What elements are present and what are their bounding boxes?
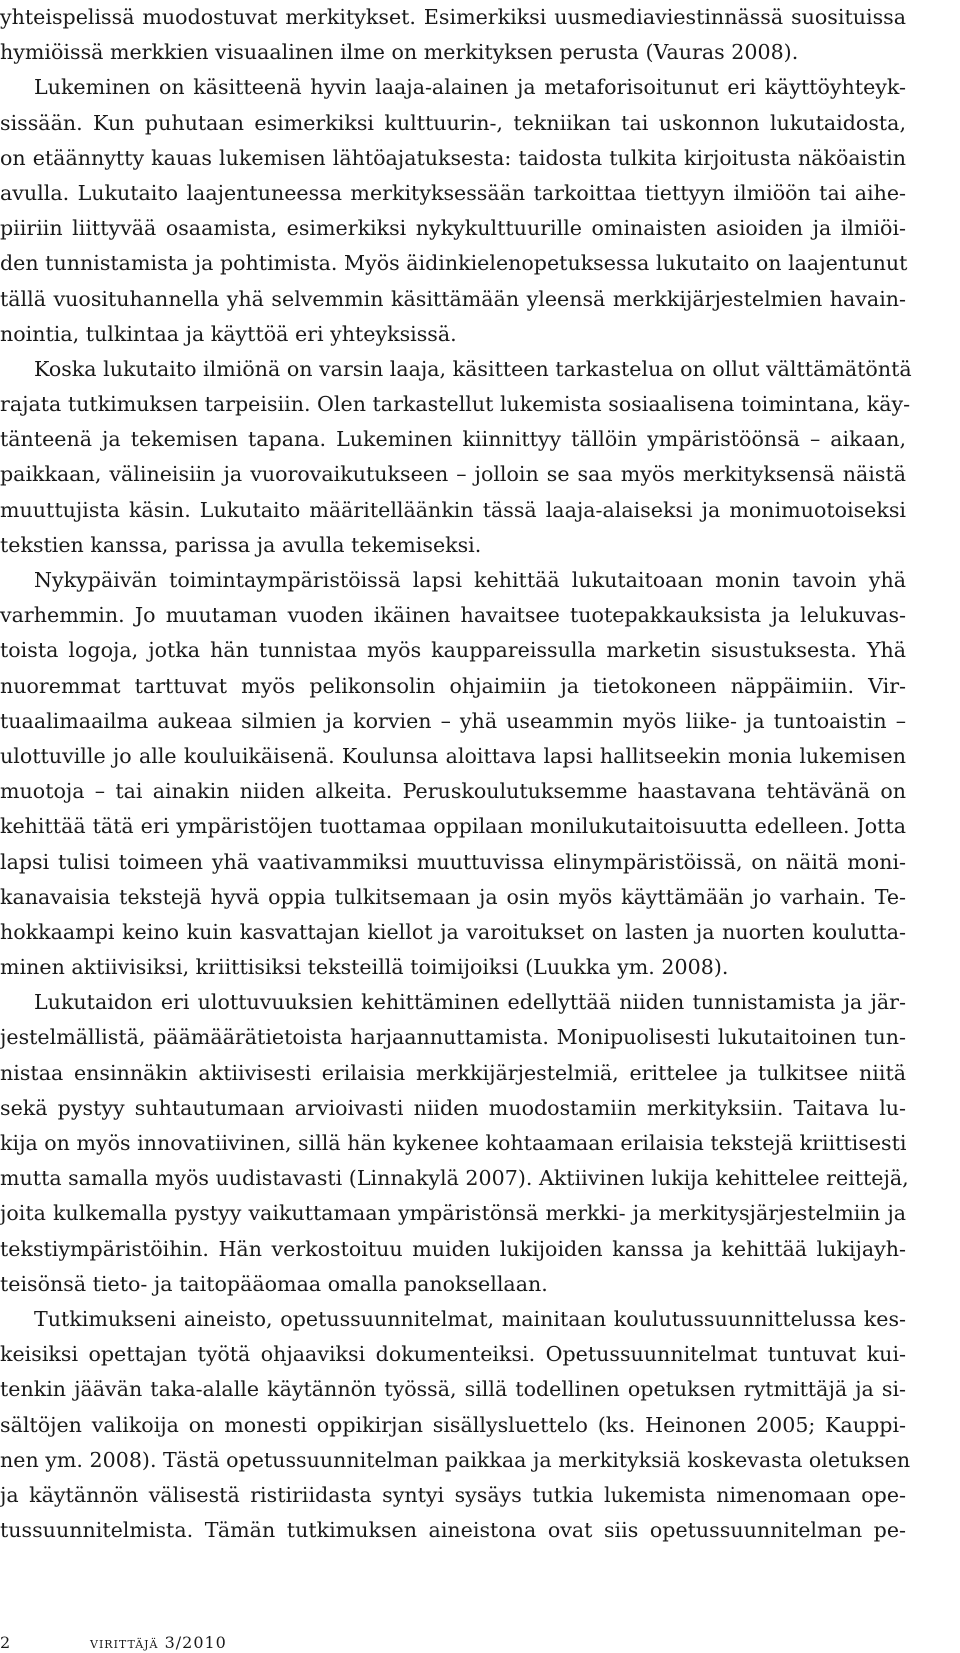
text-line: nointia, tulkintaa ja käyttöä eri yhteyksissä. <box>0 321 457 346</box>
text-line: tenkin jäävän taka-alalle käytännön työssä, sillä todellinen opetuksen rytmittäjä ja si- <box>0 1377 906 1402</box>
text-line: teisönsä tieto- ja taitopääomaa omalla panoksellaan. <box>0 1271 548 1296</box>
text-line: Tutkimukseni aineisto, opetussuunnitelmat, mainitaan koulutussuunnittelussa kes- <box>34 1306 906 1331</box>
text-line: ulottuville jo alle kouluikäisenä. Koulunsa aloittava lapsi hallitseekin monia lukemisen <box>0 743 906 768</box>
journal-issue: virittäjä 3/2010 <box>90 1633 227 1652</box>
text-line: kehittää tätä eri ympäristöjen tuottamaa oppilaan monilukutaitoisuutta edelleen. Jotta <box>0 814 906 839</box>
text-line: Koska lukutaito ilmiönä on varsin laaja, käsitteen tarkastelua on ollut välttämätöntä <box>34 356 912 381</box>
text-line: hymiöissä merkkien visuaalinen ilme on merkityksen perusta (Vauras 2008). <box>0 40 799 65</box>
text-line: on etäännytty kauas lukemisen lähtöajatuksesta: taidosta tulkita kirjoitusta näköaistin <box>0 145 906 170</box>
text-line: nen ym. 2008). Tästä opetussuunnitelman paikkaa ja merkityksiä koskevasta oletuksen <box>0 1447 911 1472</box>
text-line: muuttujista käsin. Lukutaito määritelläänkin tässä laaja-alaiseksi ja monimuotoiseksi <box>0 497 906 522</box>
text-line: mutta samalla myös uudistavasti (Linnakylä 2007). Aktiivinen lukija kehittelee reittejä, <box>0 1166 909 1191</box>
text-line: hokkaampi keino kuin kasvattajan kiellot ja varoitukset on lasten ja nuorten koulutta- <box>0 919 906 944</box>
text-line: Lukutaidon eri ulottuvuuksien kehittäminen edellyttää niiden tunnistamista ja jär- <box>34 990 906 1015</box>
text-line: lapsi tulisi toimeen yhä vaativammiksi muuttuvissa elinympäristöissä, on näitä moni- <box>0 849 906 874</box>
text-line: sältöjen valikoija on monesti oppikirjan sisällysluettelo (ks. Heinonen 2005; Kauppi- <box>0 1412 906 1437</box>
text-line: kija on myös innovatiivinen, sillä hän kykenee kohtaamaan erilaisia tekstejä kriittisesti <box>0 1131 907 1155</box>
text-line: tekstiympäristöihin. Hän verkostoituu muiden lukijoiden kanssa ja kehittää lukijayh- <box>0 1236 906 1261</box>
text-line: tekstien kanssa, parissa ja avulla tekemiseksi. <box>0 532 482 557</box>
text-line: sissään. Kun puhutaan esimerkiksi kulttuurin-, tekniikan tai uskonnon lukutaidosta, <box>0 110 906 135</box>
text-line: Nykypäivän toimintaympäristöissä lapsi kehittää lukutaitoaan monin tavoin yhä <box>34 568 906 592</box>
text-line: kanavaisia tekstejä hyvä oppia tulkitsemaan ja osin myös käyttämään jo varhain. Te- <box>0 884 906 909</box>
text-line: varhemmin. Jo muutaman vuoden ikäinen havaitsee tuotepakkauksista ja lelukuvas- <box>0 603 906 628</box>
text-line: jestelmällistä, päämäärätietoista harjaannuttamista. Monipuolisesti lukutaitoinen tun- <box>0 1025 906 1050</box>
text-line: minen aktiivisiksi, kriittisiksi teksteillä toimijoiksi (Luukka ym. 2008). <box>0 955 729 980</box>
text-line: tussuunnitelmista. Tämän tutkimuksen aineistona ovat siis opetussuunnitelman pe- <box>0 1518 906 1543</box>
text-line: tuaalimaailma aukeaa silmien ja korvien – yhä useammin myös liike- ja tuntoaistin – <box>0 708 906 733</box>
page-number: 2 <box>0 1633 12 1652</box>
text-line: toista logoja, jotka hän tunnistaa myös kauppareissulla marketin sisustuksesta. Yhä <box>0 638 906 663</box>
text-line: paikkaan, välineisiin ja vuorovaikutukseen – jolloin se saa myös merkityksensä näistä <box>0 462 906 487</box>
text-line: nuoremmat tarttuvat myös pelikonsolin ohjaimiin ja tietokoneen näppäimiin. Vir- <box>0 673 906 698</box>
text-line: muotoja – tai ainakin niiden alkeita. Peruskoulutuksemme haastavana tehtävänä on <box>0 779 906 804</box>
page-footer <box>0 1634 227 1652</box>
text-line: piiriin liittyvää osaamista, esimerkiksi nykykulttuurille ominaisten asioiden ja ilmiöi- <box>0 216 906 241</box>
text-line: joita kulkemalla pystyy vaikuttamaan ympäristönsä merkki- ja merkitysjärjestelmiin ja <box>0 1201 906 1226</box>
text-line: tänteenä ja tekemisen tapana. Lukeminen kiinnittyy tällöin ympäristöönsä – aikaan, <box>0 427 906 452</box>
text-line: avulla. Lukutaito laajentuneessa merkityksessään tarkoittaa tiettyyn ilmiöön tai aihe- <box>0 180 906 205</box>
text-line: sekä pystyy suhtautumaan arvioivasti niiden muodostamiin merkityksiin. Taitava lu- <box>0 1095 906 1120</box>
text-line: nistaa ensinnäkin aktiivisesti erilaisia merkkijärjestelmiä, erittelee ja tulkitsee niitä <box>0 1060 906 1085</box>
text-line: Lukeminen on käsitteenä hyvin laaja-alainen ja metaforisoitunut eri käyttöyhteyk- <box>34 75 906 100</box>
text-line: den tunnistamista ja pohtimista. Myös äidinkielenopetuksessa lukutaito on laajentunut <box>0 251 908 276</box>
text-line: keisiksi opettajan työtä ohjaaviksi dokumenteiksi. Opetussuunnitelmat tuntuvat kui- <box>0 1342 906 1367</box>
text-line: tällä vuosituhannella yhä selvemmin käsittämään yleensä merkkijärjestelmien havain- <box>0 286 906 311</box>
text-line: yhteispelissä muodostuvat merkitykset. Esimerkiksi uusmediaviestinnässä suosituissa <box>0 5 906 29</box>
text-line: rajata tutkimuksen tarpeisiin. Olen tarkastellut lukemista sosiaalisena toimintana, käy- <box>0 392 911 417</box>
text-line: ja käytännön välisestä ristiriidasta syntyi sysäys tutkia lukemista nimenomaan ope- <box>0 1482 906 1507</box>
